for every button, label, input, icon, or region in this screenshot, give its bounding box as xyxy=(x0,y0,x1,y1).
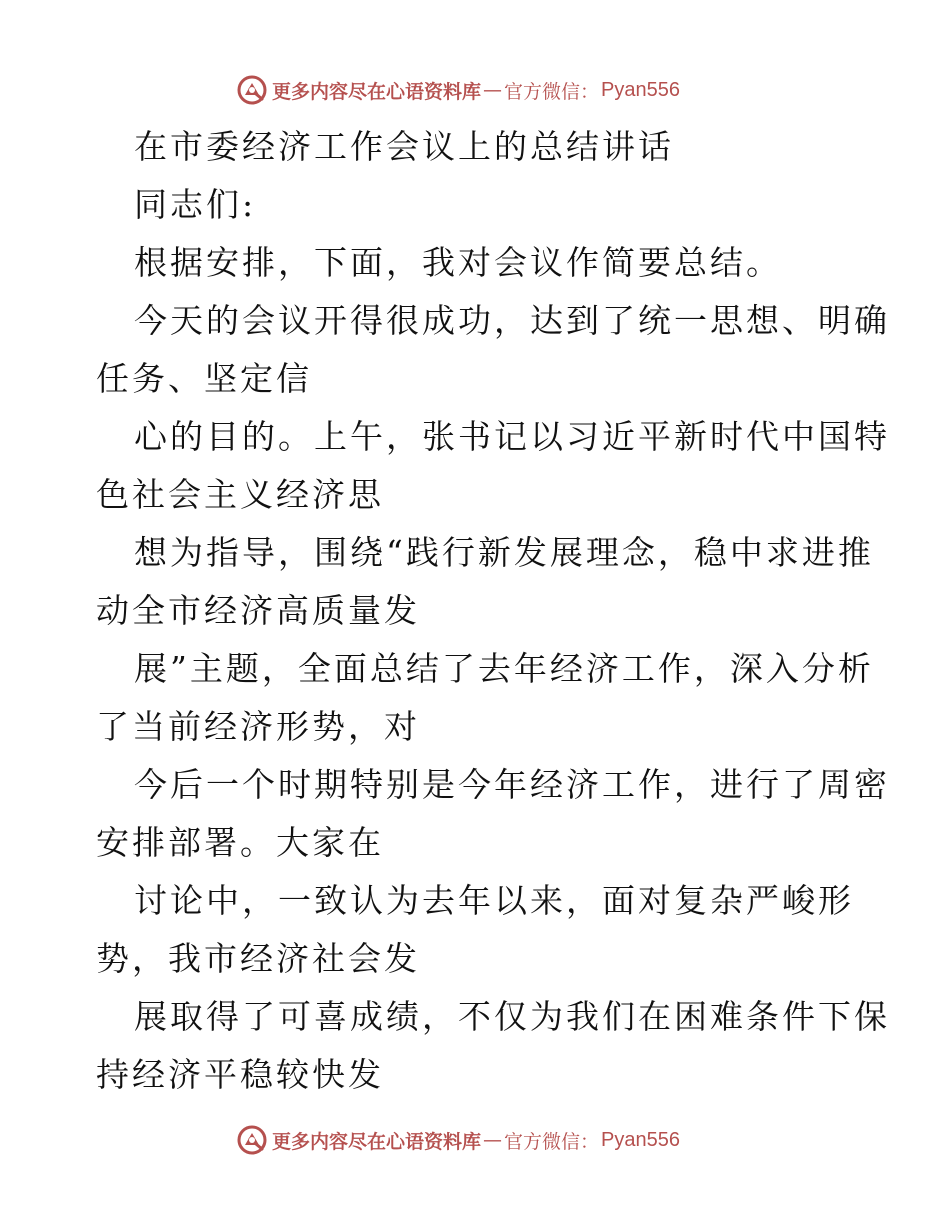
paragraph-line: 今后一个时期特别是今年经济工作，进行了周密 xyxy=(134,765,890,804)
paragraph-line: 持经济平稳较快发 xyxy=(96,1055,384,1094)
footer-banner xyxy=(236,1122,680,1158)
header-banner xyxy=(236,72,680,108)
paragraph-line: 根据安排，下面，我对会议作简要总结。 xyxy=(134,243,782,282)
header-contact-label: 官方微信： xyxy=(504,80,600,103)
footer-dash: — xyxy=(483,1129,503,1151)
footer-contact-id: Pyan556 xyxy=(601,1128,680,1151)
paragraph-line: 动全市经济高质量发 xyxy=(96,591,420,630)
header-brand-text: 更多内容尽在心语资料库 xyxy=(272,80,482,103)
footer-brand-text: 更多内容尽在心语资料库 xyxy=(272,1130,482,1153)
paragraph-line: 心的目的。上午，张书记以习近平新时代中国特 xyxy=(134,417,890,456)
paragraph-line: 想为指导，围绕“践行新发展理念，稳中求进推 xyxy=(134,533,874,572)
paragraph-line: 展”主题，全面总结了去年经济工作，深入分析 xyxy=(134,649,874,688)
paragraph-line: 任务、坚定信 xyxy=(96,359,312,398)
paragraph-line: 今天的会议开得很成功，达到了统一思想、明确 xyxy=(134,301,890,340)
paragraph-line: 色社会主义经济思 xyxy=(96,475,384,514)
brand-logo-icon xyxy=(236,1124,268,1156)
paragraph-line: 讨论中，一致认为去年以来，面对复杂严峻形 xyxy=(134,881,854,920)
header-contact-id: Pyan556 xyxy=(601,78,680,101)
paragraph-line: 安排部署。大家在 xyxy=(96,823,384,862)
footer-contact-label: 官方微信： xyxy=(504,1130,600,1153)
document-title: 在市委经济工作会议上的总结讲话 xyxy=(134,127,674,166)
header-dash: — xyxy=(483,79,503,101)
paragraph-line: 展取得了可喜成绩，不仅为我们在困难条件下保 xyxy=(134,997,890,1036)
document-body xyxy=(96,118,890,1104)
salutation: 同志们: xyxy=(134,185,257,224)
brand-logo-icon xyxy=(236,74,268,106)
paragraph-line: 了当前经济形势，对 xyxy=(96,707,420,746)
paragraph-line: 势，我市经济社会发 xyxy=(96,939,420,978)
